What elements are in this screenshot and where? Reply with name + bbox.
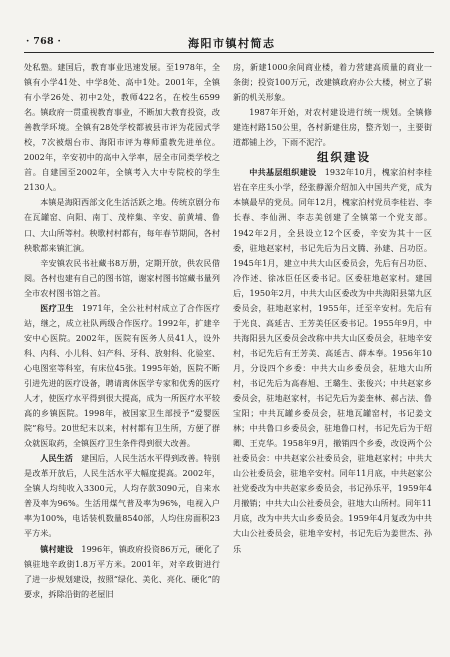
paragraph-continuation: [233, 60, 432, 105]
paragraph-continuation: [24, 60, 220, 195]
left-column: [24, 60, 220, 602]
page-number: · 768 ·: [26, 36, 62, 47]
running-header-title: 海阳市镇村简志: [188, 37, 276, 50]
section-title: 组织建设: [317, 150, 371, 165]
paragraph-text: 本镇是海阳西部文化生活活跃之地。传统京剧分布在瓦罐窑、向阳、南丁、茂梓集、辛安、前黄埔、鲁口、大山所等村。秧歌村村都有，每年春节期间，各村秧歌都来镇汇演。: [24, 197, 220, 253]
paragraph-text: 房，新建1000余间商业楼，着力营建高质量的商业一条街；投资100万元，改建镇政府办公大楼，树立了崭新的机关形象。: [233, 62, 432, 103]
subsection-paragraph: [24, 301, 220, 451]
subsection-heading: 人民生活: [40, 453, 73, 464]
subsection-heading: 镇村建设: [40, 543, 74, 554]
paragraph-text: 辛安镇农民书社藏书8万册，定期开放，供农民借阅。各村也建有自己的图书馆，谢家村图书馆藏书量列全市农村图书馆之首。: [24, 257, 220, 298]
paragraph-text: 处私塾。建国后，教育事业迅速发展。至1978年，全镇有小学41处、中学8处、高中1处。2001年，全镇有小学26处、初中2处，教师422名，在校生6599名。镇政府一贯重视教育事业，不断加大教育投资，改善教学环境。全镇有28处学校都被县市评为花园式学校，7次被烟台市、海阳市评为尊师重教先进单位。2002年，辛安初中的高中入学率，居全市同类学校之首。自建国至2002年，全镇考入大中专院校的学生2130人。: [24, 62, 220, 193]
subsection-heading: 医疗卫生: [40, 302, 74, 313]
paragraph: [24, 195, 220, 255]
subsection-paragraph: [24, 451, 220, 541]
paragraph: [24, 256, 220, 301]
paragraph-text: 1996年，镇政府投资86万元，硬化了镇驻地辛政街1.8万平方米。2001年，对辛政街进行了进一步规划建设，按照“绿化、美化、亮化、硬化”的要求，拆除沿街的老屋旧: [24, 543, 220, 599]
subsection-heading: 中共基层组织建设: [249, 167, 317, 178]
subsection-paragraph: [24, 542, 220, 602]
subsection-paragraph: [233, 165, 432, 556]
paragraph-text: 1932年10月，槐家泊村李桂岩在辛庄头小学，经张静源介绍加入中国共产党，成为本镇最早的党员。同年12月，槐家泊村党员李桂岩、李长春、李仙洲、李志美创建了全镇第一个党支部。1942年2月，全县设立12个区委，辛安为其十一区委，驻地赵家村，书记先后为吕文腾、孙建、吕功臣。1945年1月，建立中共大山区委员会，先后有吕功臣、冷作述、徐冰臣任区委书记。区委驻地赵家村。建国后，1950年2月，中共大山区委改为中共海阳县第九区委员会，驻地赵家村，1955年，迁至辛安村。先后有于光良、高延吉、王芳美任区委书记。1955年9月，中共海阳县九区委员会改称中共大山区委员会，驻地辛安村，书记先后有王芳美、高延吉、薛本奉。1956年10月，分设四个乡委：中共大山乡委员会，驻地大山所村，书记先后为高春旭、王璐生、张俊兴；中共赵家乡委员会，驻地赵家村，书记先后为姜奎林、郝占法、鲁宝阳；中共瓦罐乡委员会，驻地瓦罐窑村，书记姜文林；中共鲁口乡委员会，驻地鲁口村，书记先后为于绍卿、王克华。1958年9月，撤销四个乡委，改设两个公社委员会：中共赵家公社委员会，驻地赵家村；中共大山公社委员会，驻地辛安村。同年11月底，中共赵家公社党委改为中共赵家乡委员会，书记孙乐平，1959年4月撤销；中共大山公社委员会，驻地大山所村。同年11月底，改为中共大山乡委员会。1959年4月复改为中共大山公社委员会，驻地辛安村，书记先后为姜世杰、孙乐: [233, 167, 432, 554]
right-column: [233, 60, 432, 557]
paragraph-text: 1987年开始，对农村建设进行统一规划。全镇修建连村路150公里，各村新建住房，整齐划一，主要街道都铺上沙，下雨不泥泞。: [233, 107, 432, 148]
right-column-bottom: [233, 165, 432, 556]
right-column-top: [233, 60, 432, 150]
paragraph-text: 1971年，全公社村村成立了合作医疗站，继之，成立社队两级合作医疗。1992年，扩建辛安中心医院。2002年，医院有医务人员41人，设外科、内科、小儿科、妇产科、牙科、放射科、化验室、心电图室等科室，有床位45张。1995年始，医院不断引进先进的医疗设备，聘请离休医学专家和优秀的医疗人才，使医疗水平得到很大提高，成为一所医疗水平较高的乡镇医院。1998年，被国家卫生部授予“爱婴医院”称号。20世纪末以来，村村都有卫生所，方便了群众就医取药，全镇医疗卫生条件得到很大改善。: [24, 302, 221, 449]
paragraph-text: 建国后，人民生活水平得到改善。特别是改革开放后，人民生活水平大幅度提高。2002年，全镇人均纯收入3300元，人均存款3090元，自来水普及率为96%。生活用煤气普及率为96%，电视入户率为100%，电话装机数量8540部，人均住房面积23平方米。: [24, 453, 220, 539]
header-rule: [24, 52, 434, 53]
paragraph: [233, 105, 432, 150]
